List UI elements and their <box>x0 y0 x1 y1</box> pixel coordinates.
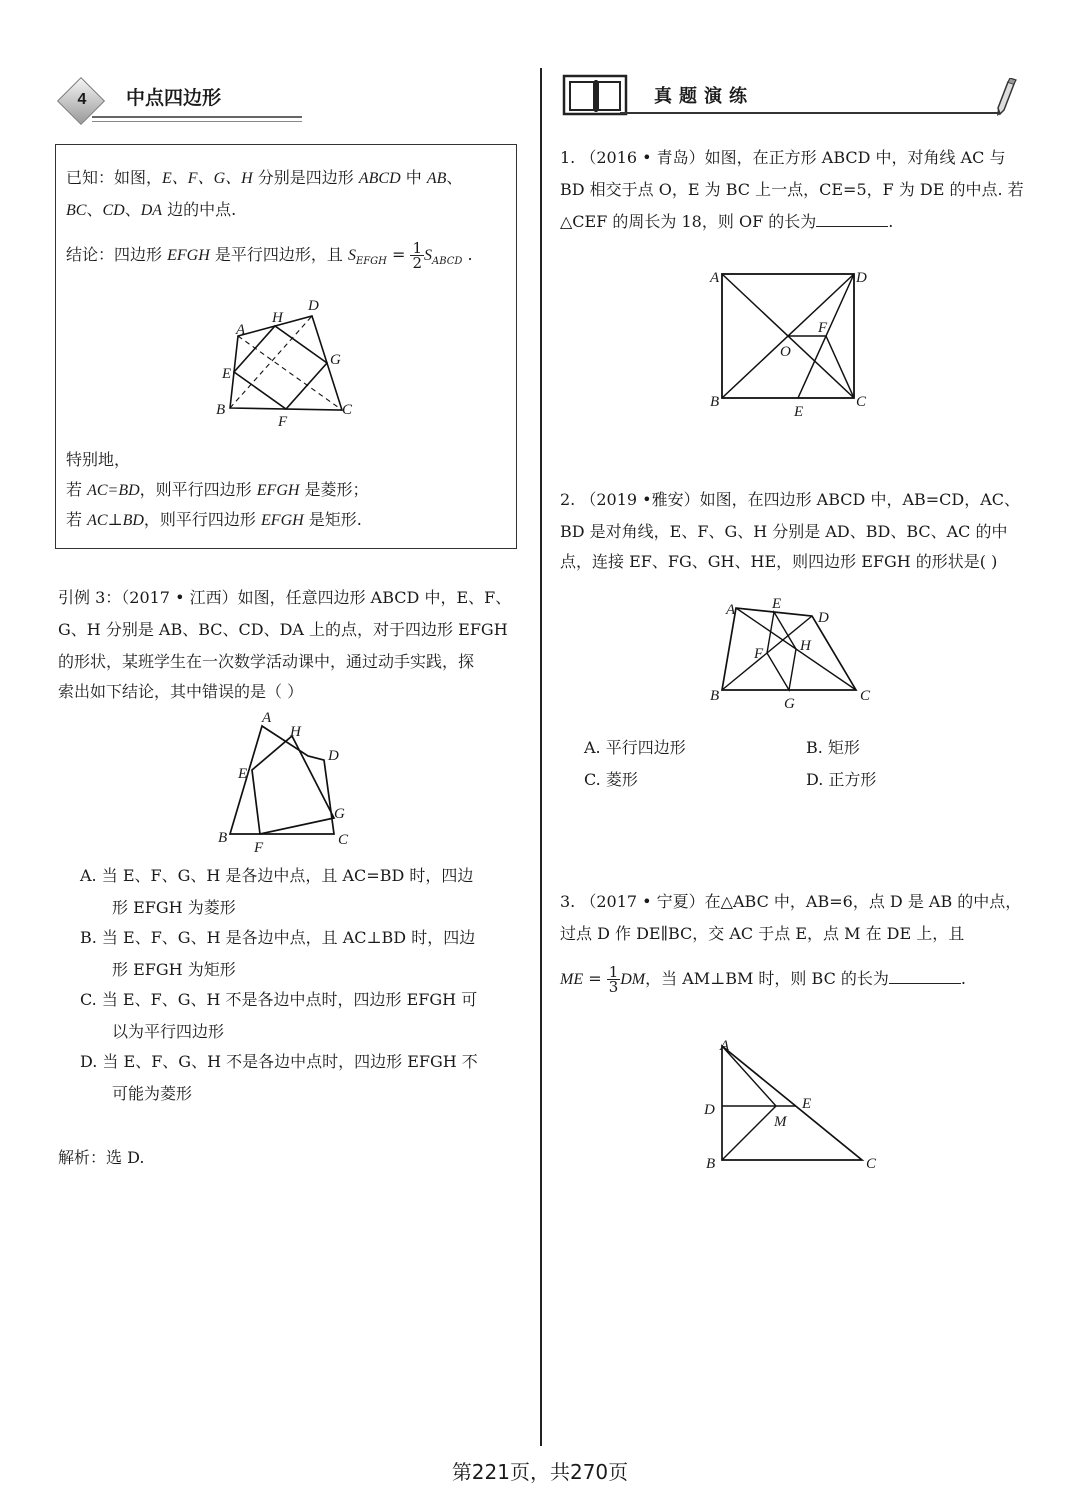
q1-text: . <box>888 212 894 231</box>
option-a-line-1: A. 当 E、F、G、H 是各边中点，且 AC=BD 时，四边 <box>80 866 474 885</box>
fraction-denominator: 3 <box>608 978 619 996</box>
label-c: C <box>342 402 353 418</box>
q2-option-c: C. 菱形 <box>584 770 638 789</box>
equals-sign: = <box>386 245 411 264</box>
equals-sign: = <box>583 969 607 988</box>
option-c-line-1: C. 当 E、F、G、H 不是各边中点时，四边形 EFGH 可 <box>80 990 478 1009</box>
special-text: 若 <box>66 480 88 499</box>
label-f: F <box>754 646 764 662</box>
q1-answer-blank <box>816 212 888 227</box>
label-m: M <box>774 1114 787 1130</box>
option-b-line-1: B. 当 E、F、G、H 是各边中点，且 AC⊥BD 时，四边 <box>80 928 476 947</box>
special-condition: AC⊥BD <box>87 512 144 529</box>
fraction-numerator: 1 <box>412 239 423 257</box>
label-c: C <box>856 394 867 410</box>
q3-text: ，当 AM⊥BM 时，则 BC 的长为 <box>645 969 889 988</box>
q1-text: △CEF 的周长为 18，则 OF 的长为 <box>560 212 817 231</box>
label-o: O <box>780 344 791 360</box>
special-text: 是菱形； <box>299 480 369 499</box>
label-b: B <box>706 1156 716 1172</box>
special-efgh: EFGH <box>261 512 304 529</box>
q3-dm: DM <box>620 971 646 988</box>
label-a: A <box>262 710 272 726</box>
special-efgh: EFGH <box>256 482 300 499</box>
segment-bm <box>722 1106 776 1160</box>
label-f: F <box>818 320 828 336</box>
label-g: G <box>334 806 345 822</box>
label-d: D <box>308 298 319 314</box>
known-text: 中 <box>400 168 427 187</box>
q3-triangle-figure <box>700 1034 890 1174</box>
area-symbol: S <box>424 247 433 264</box>
label-d: D <box>856 270 867 286</box>
q3-text: . <box>960 969 966 988</box>
label-e: E <box>772 596 782 612</box>
header-underline-secondary <box>92 121 302 122</box>
label-h: H <box>290 724 301 740</box>
known-seg-ab: AB <box>426 170 447 187</box>
known-seg-bc: BC <box>66 202 87 219</box>
conclusion-text: . <box>462 245 473 264</box>
label-d: D <box>818 610 829 626</box>
label-b: B <box>710 394 720 410</box>
example-line-4: 索出如下结论，其中错误的是（ ） <box>58 682 304 701</box>
q1-line-3 <box>560 210 893 234</box>
label-c: C <box>338 832 349 848</box>
q1-square-figure <box>706 264 876 424</box>
label-d: D <box>704 1102 715 1118</box>
q2-line-2: BD 是对角线，E、F、G、H 分别是 AD、BD、BC、AC 的中 <box>560 522 1008 541</box>
example-quadrilateral-figure <box>212 706 372 856</box>
triangle-abc <box>722 1046 862 1160</box>
special-text: 若 <box>66 510 88 529</box>
label-e: E <box>238 766 248 782</box>
label-a: A <box>726 602 736 618</box>
label-e: E <box>802 1096 812 1112</box>
fraction-half <box>410 241 424 270</box>
section-header-left <box>58 80 248 126</box>
diagonal-ac <box>238 336 342 410</box>
special-text: ，则平行四边形 <box>143 510 262 529</box>
known-quad: ABCD <box>358 170 401 187</box>
header-underline <box>92 116 302 118</box>
q2-option-a: A. 平行四边形 <box>584 738 686 757</box>
label-a: A <box>236 322 246 338</box>
label-c: C <box>860 688 871 704</box>
q3-me: ME <box>560 971 584 988</box>
section-title: 中点四边形 <box>126 87 222 109</box>
known-text: 、 <box>124 200 141 219</box>
special-condition: AC=BD <box>87 482 140 499</box>
option-d-line-2: 可能为菱形 <box>112 1084 193 1103</box>
conclusion-text: 结论：四边形 <box>66 245 168 264</box>
fraction-denominator: 2 <box>412 254 423 272</box>
section-header-right <box>562 74 1022 122</box>
label-c: C <box>866 1156 877 1172</box>
special-label: 特别地， <box>66 450 131 469</box>
q3-line-2: 过点 D 作 DE∥BC，交 AC 于点 E，点 M 在 DE 上，且 <box>560 924 965 943</box>
section-number: 4 <box>77 91 87 108</box>
quad-efgh <box>252 736 334 834</box>
label-g: G <box>784 696 795 712</box>
q2-option-d: D. 正方形 <box>806 770 877 789</box>
known-text: 、 <box>86 200 103 219</box>
q1-line-2: BD 相交于点 O，E 为 BC 上一点，CE=5，F 为 DE 的中点. 若 <box>560 180 1024 199</box>
known-label: 已知：如图， <box>66 168 163 187</box>
practice-title: 真题演练 <box>654 86 754 107</box>
segment-am <box>722 1046 776 1106</box>
option-a-line-2: 形 EFGH 为菱形 <box>112 898 236 917</box>
label-g: G <box>330 352 341 368</box>
known-text: 、 <box>446 168 463 187</box>
known-line-1 <box>66 166 462 191</box>
special-line-1 <box>66 478 369 503</box>
quad-abcd <box>230 316 342 410</box>
area-subscript: ABCD <box>432 256 463 268</box>
special-text: 是矩形. <box>303 510 362 529</box>
q2-quadrilateral-figure <box>706 592 886 714</box>
known-seg-da: DA <box>140 202 163 219</box>
midpoint-quadrilateral-figure <box>210 292 370 432</box>
fraction-numerator: 1 <box>608 963 619 981</box>
example-line-3: 的形状，某班学生在一次数学活动课中，通过动手实践，探 <box>58 652 475 671</box>
special-line-2 <box>66 508 362 533</box>
header-rule <box>620 112 1000 114</box>
label-h: H <box>272 310 283 326</box>
quad-efgh <box>767 612 796 690</box>
known-seg-cd: CD <box>102 202 125 219</box>
q1-line-1: 1. （2016 • 青岛）如图，在正方形 ABCD 中，对角线 AC 与 <box>560 148 1006 167</box>
known-line-2 <box>66 198 236 223</box>
conclusion-text: 是平行四边形，且 <box>209 245 348 264</box>
label-a: A <box>720 1038 730 1054</box>
option-c-line-2: 以为平行四边形 <box>112 1022 225 1041</box>
example-line-2: G、H 分别是 AB、BC、CD、DA 上的点，对于四边形 EFGH <box>58 620 508 639</box>
label-b: B <box>710 688 720 704</box>
special-text: ，则平行四边形 <box>139 480 257 499</box>
answer-text: 解析：选 D. <box>58 1148 145 1167</box>
label-f: F <box>254 840 264 856</box>
q2-line-1: 2. （2019 •雅安）如图，在四边形 ABCD 中，AB=CD，AC、 <box>560 490 1021 509</box>
area-symbol: S <box>347 247 356 264</box>
label-d: D <box>328 748 339 764</box>
label-e: E <box>794 404 804 420</box>
known-text: 边的中点. <box>162 200 237 219</box>
area-subscript: EFGH <box>355 256 387 268</box>
q2-option-b: B. 矩形 <box>806 738 860 757</box>
label-b: B <box>216 402 226 418</box>
known-text: 分别是四边形 <box>252 168 359 187</box>
label-b: B <box>218 830 228 846</box>
segment-fc <box>826 336 854 398</box>
quad-efgh <box>234 326 327 409</box>
quad-abcd <box>722 608 856 690</box>
pencil-icon <box>994 78 1018 118</box>
conclusion-line <box>66 236 473 281</box>
option-b-line-2: 形 EFGH 为矩形 <box>112 960 236 979</box>
option-d-line-1: D. 当 E、F、G、H 不是各边中点时，四边形 EFGH 不 <box>80 1052 478 1071</box>
fraction-third <box>607 965 621 994</box>
label-f: F <box>278 414 288 430</box>
q3-line-1: 3. （2017 • 宁夏）在△ABC 中，AB=6，点 D 是 AB 的中点， <box>560 892 1022 911</box>
conclusion-efgh: EFGH <box>167 247 210 264</box>
q3-answer-blank <box>889 969 961 984</box>
example-line-1: 引例 3：（2017 • 江西）如图，任意四边形 ABCD 中，E、F、 <box>58 588 512 607</box>
page-footer: 第221页，共270页 <box>451 1460 629 1484</box>
label-e: E <box>222 366 232 382</box>
q2-line-3: 点，连接 EF、FG、GH、HE，则四边形 EFGH 的形状是( ) <box>560 552 998 571</box>
known-points: E、F、G、H <box>162 170 253 187</box>
label-h: H <box>800 638 811 654</box>
column-divider <box>540 68 542 1446</box>
q3-line-3 <box>560 960 966 999</box>
label-a: A <box>710 270 720 286</box>
